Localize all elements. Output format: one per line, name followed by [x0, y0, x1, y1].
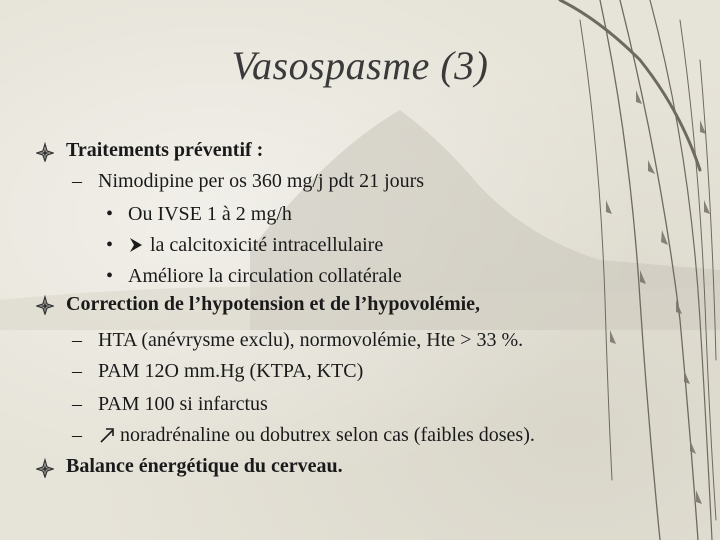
sub-sub-bullet-ivse: Ou IVSE 1 à 2 mg/h: [128, 203, 292, 225]
slide-title: Vasospasme (3): [231, 43, 489, 88]
sub-bullet-nimodipine: Nimodipine per os 360 mg/j pdt 21 jours: [98, 170, 425, 192]
dash-marker: –: [72, 424, 82, 446]
right-arrowhead-icon: [128, 236, 144, 254]
sub-sub-bullet-calcitoxicity: la calcitoxicité intracellulaire: [150, 234, 384, 256]
dot-marker: •: [106, 203, 114, 225]
sub-bullet-noradrenaline: noradrénaline ou dobutrex selon cas (faibles doses).: [120, 424, 535, 446]
four-point-star-icon: [36, 295, 54, 315]
bullet-hypotension-correction: Correction de l’hypotension et de l’hypovolémie,: [66, 293, 481, 315]
sub-bullet-hta: HTA (anévrysme exclu), normovolémie, Hte > 33 %.: [98, 329, 524, 351]
sub-sub-bullet-collateral: Améliore la circulation collatérale: [128, 265, 402, 287]
dash-marker: –: [72, 360, 82, 382]
dot-marker: •: [106, 234, 114, 256]
dash-marker: –: [72, 329, 82, 351]
four-point-star-icon: [36, 458, 54, 478]
four-point-star-icon: [36, 142, 54, 162]
up-right-arrow-icon: [98, 425, 116, 445]
dot-marker: •: [106, 265, 114, 287]
sub-bullet-pam-100: PAM 100 si infarctus: [98, 393, 268, 415]
bullet-energy-balance: Balance énergétique du cerveau.: [66, 455, 343, 477]
dash-marker: –: [72, 170, 82, 192]
bullet-treatment-preventive: Traitements préventif :: [66, 139, 264, 161]
dash-marker: –: [72, 393, 82, 415]
sub-bullet-pam-120: PAM 12O mm.Hg (KTPA, KTC): [98, 360, 364, 382]
